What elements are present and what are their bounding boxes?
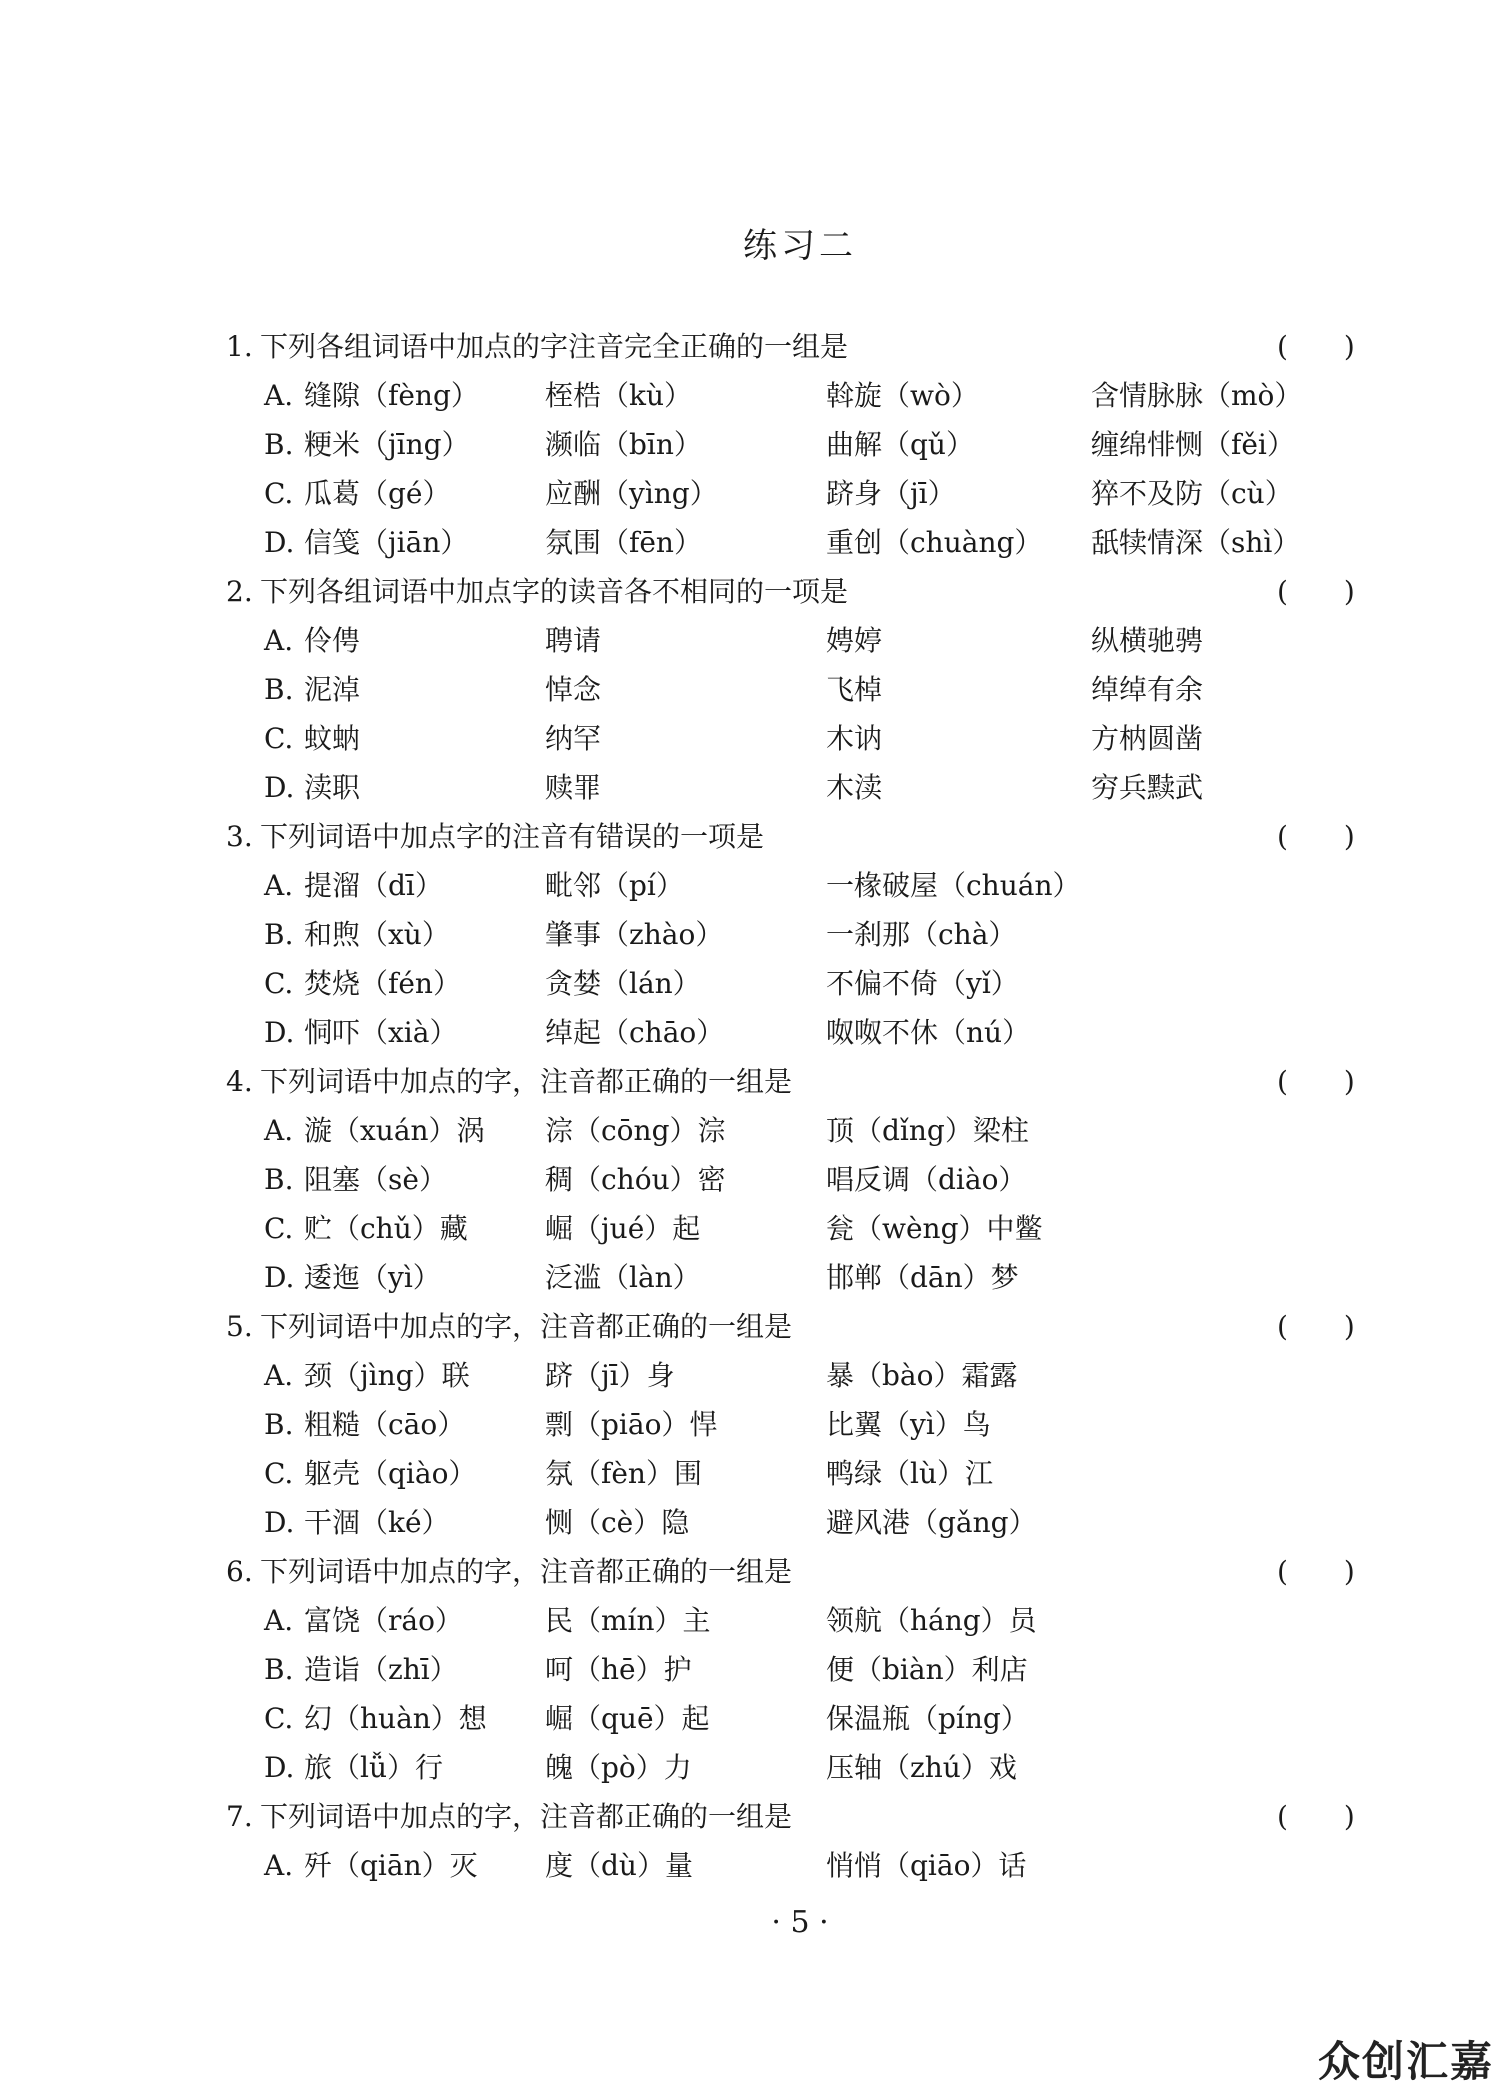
question-stem-line — [0, 322, 1504, 371]
question-number: 4. — [226, 1065, 253, 1098]
option-item: 恫吓（xià） — [304, 1016, 458, 1049]
option-item: 聘请 — [545, 624, 602, 657]
option-row — [0, 665, 1504, 714]
option-item: 颈（jìng）联 — [304, 1359, 470, 1392]
option-row — [0, 1155, 1504, 1204]
option-item: 恻（cè）隐 — [545, 1506, 690, 1539]
answer-blank[interactable]: ( ) — [1277, 1555, 1355, 1588]
answer-blank[interactable]: ( ) — [1277, 1310, 1355, 1343]
option-item: 猝不及防（cù） — [1091, 477, 1293, 510]
option-row — [0, 1400, 1504, 1449]
option-item: 缝隙（fèng） — [304, 379, 479, 412]
question-stem-line — [0, 1547, 1504, 1596]
option-item: 暴（bào）霜露 — [826, 1359, 1018, 1392]
question-text: 下列词语中加点的字，注音都正确的一组是 — [260, 1310, 793, 1343]
option-row — [0, 1106, 1504, 1155]
option-item: 粳米（jīng） — [304, 428, 470, 461]
option-item: 缠绵悱恻（fěi） — [1091, 428, 1295, 461]
option-letter: D. — [264, 526, 295, 559]
question-number: 7. — [226, 1800, 253, 1833]
option-item: 斡旋（wò） — [826, 379, 979, 412]
option-row — [0, 616, 1504, 665]
option-letter: C. — [264, 477, 294, 510]
option-row — [0, 1449, 1504, 1498]
option-row — [0, 1841, 1504, 1890]
option-row — [0, 1596, 1504, 1645]
option-item: 泛滥（làn） — [545, 1261, 701, 1294]
option-letter: C. — [264, 967, 294, 1000]
question-stem — [226, 1547, 792, 1596]
option-item: 悼念 — [545, 673, 602, 706]
option-item: 造诣（zhī） — [304, 1653, 458, 1686]
answer-blank[interactable]: ( ) — [1277, 820, 1355, 853]
option-item: 民（mín）主 — [545, 1604, 711, 1637]
option-item: 绰绰有余 — [1091, 673, 1204, 706]
option-item: 崛（jué）起 — [545, 1212, 701, 1245]
option-letter: D. — [264, 1261, 295, 1294]
option-row — [0, 371, 1504, 420]
option-item: 木渎 — [826, 771, 883, 804]
answer-blank[interactable]: ( ) — [1277, 1800, 1355, 1833]
option-item: 娉婷 — [826, 624, 883, 657]
option-letter: A. — [264, 869, 294, 902]
option-item: 贮（chǔ）藏 — [304, 1212, 468, 1245]
option-letter: B. — [264, 918, 294, 951]
option-row — [0, 1204, 1504, 1253]
question-number: 1. — [226, 330, 253, 363]
option-item: 不偏不倚（yǐ） — [826, 967, 1019, 1000]
option-letter: C. — [264, 722, 294, 755]
option-item: 鸭绿（lù）江 — [826, 1457, 993, 1490]
question-number: 6. — [226, 1555, 253, 1588]
option-item: 方枘圆凿 — [1091, 722, 1204, 755]
option-item: 和煦（xù） — [304, 918, 450, 951]
option-item: 跻（jī）身 — [545, 1359, 675, 1392]
question-stem — [226, 1057, 792, 1106]
question-stem-line — [0, 1057, 1504, 1106]
option-letter: A. — [264, 1604, 294, 1637]
option-item: 干涸（ké） — [304, 1506, 450, 1539]
option-item: 贪婪（lán） — [545, 967, 701, 1000]
option-item: 漩（xuán）涡 — [304, 1114, 485, 1147]
question-stem — [226, 322, 848, 371]
question-number: 3. — [226, 820, 253, 853]
option-item: 毗邻（pí） — [545, 869, 684, 902]
option-item: 桎梏（kù） — [545, 379, 693, 412]
option-item: 曲解（qǔ） — [826, 428, 974, 461]
option-item: 淙（cōng）淙 — [545, 1114, 726, 1147]
option-item: 领航（háng）员 — [826, 1604, 1037, 1637]
option-item: 稠（chóu）密 — [545, 1163, 726, 1196]
option-item: 度（dù）量 — [545, 1849, 693, 1882]
option-letter: C. — [264, 1702, 294, 1735]
option-item: 赎罪 — [545, 771, 602, 804]
question-number: 2. — [226, 575, 253, 608]
option-item: 唱反调（diào） — [826, 1163, 1027, 1196]
option-item: 跻身（jī） — [826, 477, 956, 510]
answer-blank[interactable]: ( ) — [1277, 1065, 1355, 1098]
answer-blank[interactable]: ( ) — [1277, 575, 1355, 608]
option-item: 剽（piāo）悍 — [545, 1408, 718, 1441]
page-number: · 5 · — [771, 1905, 829, 1940]
option-item: 躯壳（qiào） — [304, 1457, 477, 1490]
option-item: 濒临（bīn） — [545, 428, 702, 461]
option-row — [0, 763, 1504, 812]
option-item: 瓮（wèng）中鳖 — [826, 1212, 1043, 1245]
option-item: 一椽破屋（chuán） — [826, 869, 1081, 902]
option-row — [0, 959, 1504, 1008]
option-item: 一刹那（chà） — [826, 918, 1017, 951]
option-letter: A. — [264, 1849, 294, 1882]
option-letter: B. — [264, 1408, 294, 1441]
question-number: 5. — [226, 1310, 253, 1343]
option-item: 粗糙（cāo） — [304, 1408, 466, 1441]
option-item: 含情脉脉（mò） — [1091, 379, 1303, 412]
option-item: 顶（dǐng）梁柱 — [826, 1114, 1029, 1147]
option-item: 富饶（ráo） — [304, 1604, 463, 1637]
option-letter: D. — [264, 771, 295, 804]
option-item: 纵横驰骋 — [1091, 624, 1204, 657]
option-item: 幻（huàn）想 — [304, 1702, 487, 1735]
option-item: 悄悄（qiāo）话 — [826, 1849, 1027, 1882]
question-text: 下列词语中加点的字，注音都正确的一组是 — [260, 1555, 793, 1588]
option-row — [0, 1743, 1504, 1792]
option-item: 氛围（fēn） — [545, 526, 702, 559]
option-letter: B. — [264, 1653, 294, 1686]
answer-blank[interactable]: ( ) — [1277, 330, 1355, 363]
question-text: 下列各组词语中加点字的读音各不相同的一项是 — [260, 575, 849, 608]
option-item: 穷兵黩武 — [1091, 771, 1204, 804]
option-item: 逶迤（yì） — [304, 1261, 441, 1294]
option-item: 肇事（zhào） — [545, 918, 724, 951]
page-title: 练习二 — [743, 226, 857, 266]
option-item: 焚烧（fén） — [304, 967, 461, 1000]
option-item: 歼（qiān）灭 — [304, 1849, 478, 1882]
option-item: 呶呶不休（nú） — [826, 1016, 1031, 1049]
option-item: 旅（lǚ）行 — [304, 1751, 443, 1784]
option-row — [0, 861, 1504, 910]
question-stem-line — [0, 1302, 1504, 1351]
option-letter: A. — [264, 624, 294, 657]
option-row — [0, 1008, 1504, 1057]
option-letter: C. — [264, 1212, 294, 1245]
option-item: 崛（quē）起 — [545, 1702, 710, 1735]
option-row — [0, 910, 1504, 959]
question-stem-line — [0, 567, 1504, 616]
option-item: 应酬（yìng） — [545, 477, 718, 510]
option-letter: A. — [264, 1359, 294, 1392]
option-item: 避风港（gǎng） — [826, 1506, 1037, 1539]
option-letter: A. — [264, 1114, 294, 1147]
option-item: 泥淖 — [304, 673, 361, 706]
option-item: 伶俜 — [304, 624, 361, 657]
option-row — [0, 1645, 1504, 1694]
option-letter: A. — [264, 379, 294, 412]
question-stem — [226, 1302, 792, 1351]
question-stem-line — [0, 812, 1504, 861]
option-row — [0, 1498, 1504, 1547]
option-item: 舐犊情深（shì） — [1091, 526, 1301, 559]
option-item: 绰起（chāo） — [545, 1016, 725, 1049]
option-row — [0, 420, 1504, 469]
option-item: 纳罕 — [545, 722, 602, 755]
option-item: 提溜（dī） — [304, 869, 443, 902]
option-row — [0, 469, 1504, 518]
question-stem — [226, 1792, 792, 1841]
option-item: 邯郸（dān）梦 — [826, 1261, 1019, 1294]
option-item: 飞棹 — [826, 673, 883, 706]
option-item: 信笺（jiān） — [304, 526, 469, 559]
question-stem-line — [0, 1792, 1504, 1841]
question-list — [0, 322, 1504, 1890]
option-item: 蚊蚋 — [304, 722, 361, 755]
watermark-logo: 众创汇嘉 — [1317, 2037, 1494, 2086]
option-item: 木讷 — [826, 722, 883, 755]
question-text: 下列词语中加点的字，注音都正确的一组是 — [260, 1800, 793, 1833]
option-item: 便（biàn）利店 — [826, 1653, 1028, 1686]
option-item: 保温瓶（píng） — [826, 1702, 1029, 1735]
option-letter: B. — [264, 1163, 294, 1196]
option-item: 重创（chuàng） — [826, 526, 1043, 559]
question-stem — [226, 567, 848, 616]
option-item: 压轴（zhú）戏 — [826, 1751, 1017, 1784]
option-letter: B. — [264, 673, 294, 706]
option-row — [0, 518, 1504, 567]
option-row — [0, 714, 1504, 763]
option-row — [0, 1253, 1504, 1302]
option-item: 渎职 — [304, 771, 361, 804]
option-item: 魄（pò）力 — [545, 1751, 692, 1784]
option-item: 氛（fèn）围 — [545, 1457, 702, 1490]
option-row — [0, 1351, 1504, 1400]
option-item: 瓜葛（gé） — [304, 477, 451, 510]
option-letter: C. — [264, 1457, 294, 1490]
option-letter: D. — [264, 1506, 295, 1539]
option-item: 呵（hē）护 — [545, 1653, 692, 1686]
question-text: 下列词语中加点的字，注音都正确的一组是 — [260, 1065, 793, 1098]
question-text: 下列词语中加点字的注音有错误的一项是 — [260, 820, 765, 853]
option-letter: D. — [264, 1016, 295, 1049]
question-stem — [226, 812, 764, 861]
option-letter: B. — [264, 428, 294, 461]
option-letter: D. — [264, 1751, 295, 1784]
option-item: 阻塞（sè） — [304, 1163, 447, 1196]
option-item: 比翼（yì）鸟 — [826, 1408, 991, 1441]
question-text: 下列各组词语中加点的字注音完全正确的一组是 — [260, 330, 849, 363]
option-row — [0, 1694, 1504, 1743]
